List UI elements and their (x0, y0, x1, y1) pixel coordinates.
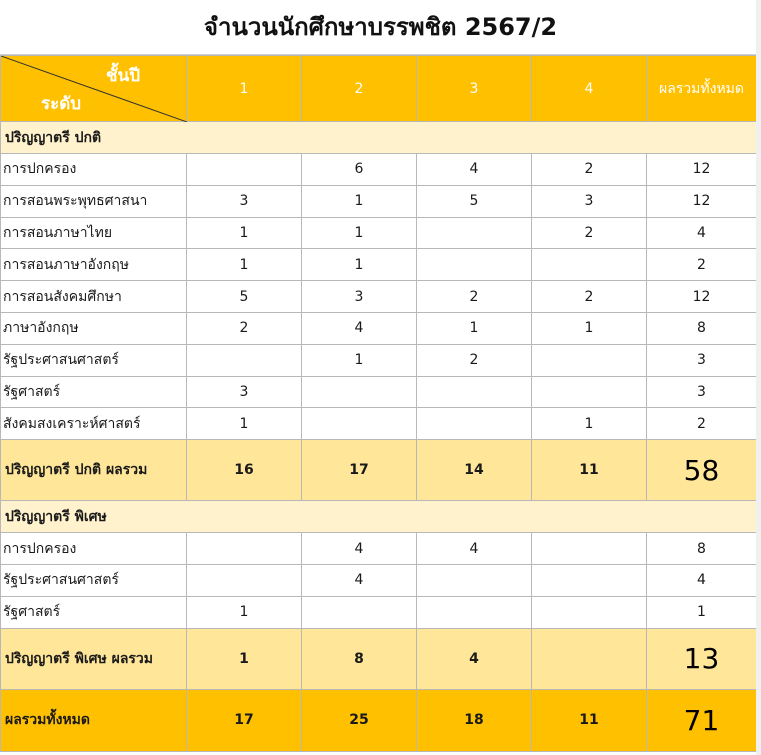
row-label: ปริญญาตรี พิเศษ ผลรวม (1, 628, 187, 689)
total-cell: 4 (647, 217, 757, 249)
year-4-cell (532, 533, 647, 565)
total-cell: 2 (647, 408, 757, 440)
total-cell: 12 (647, 154, 757, 186)
row-label: ภาษาอังกฤษ (1, 312, 187, 344)
year-1-cell: 3 (187, 185, 302, 217)
year-2-cell (302, 376, 417, 408)
diagonal-line (1, 56, 187, 122)
row-label: ผลรวมทั้งหมด (1, 689, 187, 751)
row-label: การสอนภาษาอังกฤษ (1, 249, 187, 281)
header-row (1, 56, 757, 122)
table-row (1, 249, 757, 281)
year-1-cell: 5 (187, 281, 302, 313)
year-1-cell (187, 533, 302, 565)
year-3-cell (417, 564, 532, 596)
row-label: การสอนภาษาไทย (1, 217, 187, 249)
year-3-cell (417, 217, 532, 249)
year-1-cell: 1 (187, 217, 302, 249)
year-1-cell: 17 (187, 689, 302, 751)
year-1-cell: 1 (187, 596, 302, 628)
year-2-cell: 25 (302, 689, 417, 751)
row-label: รัฐศาสตร์ (1, 596, 187, 628)
year-3-cell: 14 (417, 440, 532, 501)
total-cell: 13 (647, 628, 757, 689)
year-4-cell (532, 564, 647, 596)
row-label: การสอนพระพุทธศาสนา (1, 185, 187, 217)
total-cell: 71 (647, 689, 757, 751)
year-4-cell: 11 (532, 689, 647, 751)
row-label: รัฐประศาสนศาสตร์ (1, 564, 187, 596)
year-4-cell: 2 (532, 281, 647, 313)
year-4-cell (532, 344, 647, 376)
corner-header-cell (1, 56, 187, 122)
year-1-cell (187, 564, 302, 596)
year-3-cell (417, 408, 532, 440)
total-cell: 12 (647, 185, 757, 217)
year-2-cell (302, 408, 417, 440)
total-cell: 4 (647, 564, 757, 596)
year-2-cell: 4 (302, 564, 417, 596)
year-2-cell: 6 (302, 154, 417, 186)
year-3-cell (417, 376, 532, 408)
year-4-cell: 2 (532, 217, 647, 249)
year-header-3: 3 (417, 56, 532, 122)
year-3-cell: 4 (417, 533, 532, 565)
year-1-cell: 1 (187, 628, 302, 689)
page-title: จำนวนนักศึกษาบรรพชิต 2567/2 (0, 0, 761, 55)
total-cell: 1 (647, 596, 757, 628)
year-4-cell (532, 628, 647, 689)
year-4-cell (532, 249, 647, 281)
table-row (1, 408, 757, 440)
year-3-cell: 4 (417, 628, 532, 689)
table-row (1, 185, 757, 217)
table-row (1, 217, 757, 249)
subtotal-row (1, 628, 757, 689)
year-1-cell: 2 (187, 312, 302, 344)
year-header-2: 2 (302, 56, 417, 122)
year-4-cell (532, 376, 647, 408)
student-count-table (0, 55, 757, 752)
year-1-cell: 1 (187, 408, 302, 440)
total-cell: 8 (647, 312, 757, 344)
year-1-cell: 16 (187, 440, 302, 501)
total-cell: 3 (647, 344, 757, 376)
table-row (1, 344, 757, 376)
total-cell: 8 (647, 533, 757, 565)
year-3-cell: 2 (417, 281, 532, 313)
total-header: ผลรวมทั้งหมด (647, 56, 757, 122)
section-title: ปริญญาตรี ปกติ (1, 122, 757, 154)
year-header-label: ชั้นปี (106, 66, 140, 86)
subtotal-row (1, 440, 757, 501)
year-4-cell: 2 (532, 154, 647, 186)
year-4-cell (532, 596, 647, 628)
table-row (1, 596, 757, 628)
table-row (1, 533, 757, 565)
grand-total-row (1, 689, 757, 751)
table-row (1, 312, 757, 344)
year-1-cell: 3 (187, 376, 302, 408)
year-2-cell: 4 (302, 312, 417, 344)
row-label: การปกครอง (1, 533, 187, 565)
year-3-cell (417, 249, 532, 281)
row-label: ปริญญาตรี ปกติ ผลรวม (1, 440, 187, 501)
year-2-cell: 4 (302, 533, 417, 565)
year-3-cell: 4 (417, 154, 532, 186)
row-label: การสอนสังคมศึกษา (1, 281, 187, 313)
year-2-cell: 3 (302, 281, 417, 313)
year-header-4: 4 (532, 56, 647, 122)
year-1-cell (187, 344, 302, 376)
total-cell: 3 (647, 376, 757, 408)
year-2-cell: 1 (302, 217, 417, 249)
year-4-cell: 3 (532, 185, 647, 217)
year-3-cell: 18 (417, 689, 532, 751)
row-label: รัฐศาสตร์ (1, 376, 187, 408)
year-2-cell: 1 (302, 185, 417, 217)
right-edge (756, 0, 761, 755)
total-cell: 58 (647, 440, 757, 501)
year-2-cell: 1 (302, 249, 417, 281)
row-label: รัฐประศาสนศาสตร์ (1, 344, 187, 376)
year-header-1: 1 (187, 56, 302, 122)
table-row (1, 281, 757, 313)
table-row (1, 154, 757, 186)
year-3-cell (417, 596, 532, 628)
year-1-cell: 1 (187, 249, 302, 281)
year-2-cell: 8 (302, 628, 417, 689)
row-label: สังคมสงเคราะห์ศาสตร์ (1, 408, 187, 440)
total-cell: 2 (647, 249, 757, 281)
section-header-row (1, 122, 757, 154)
table-row (1, 376, 757, 408)
section-title: ปริญญาตรี พิเศษ (1, 501, 757, 533)
table-row (1, 564, 757, 596)
section-header-row (1, 501, 757, 533)
year-3-cell: 1 (417, 312, 532, 344)
year-4-cell: 11 (532, 440, 647, 501)
year-1-cell (187, 154, 302, 186)
year-4-cell: 1 (532, 408, 647, 440)
year-3-cell: 2 (417, 344, 532, 376)
year-2-cell: 1 (302, 344, 417, 376)
row-label: การปกครอง (1, 154, 187, 186)
year-4-cell: 1 (532, 312, 647, 344)
year-2-cell (302, 596, 417, 628)
total-cell: 12 (647, 281, 757, 313)
year-3-cell: 5 (417, 185, 532, 217)
year-2-cell: 17 (302, 440, 417, 501)
level-header-label: ระดับ (41, 94, 82, 114)
